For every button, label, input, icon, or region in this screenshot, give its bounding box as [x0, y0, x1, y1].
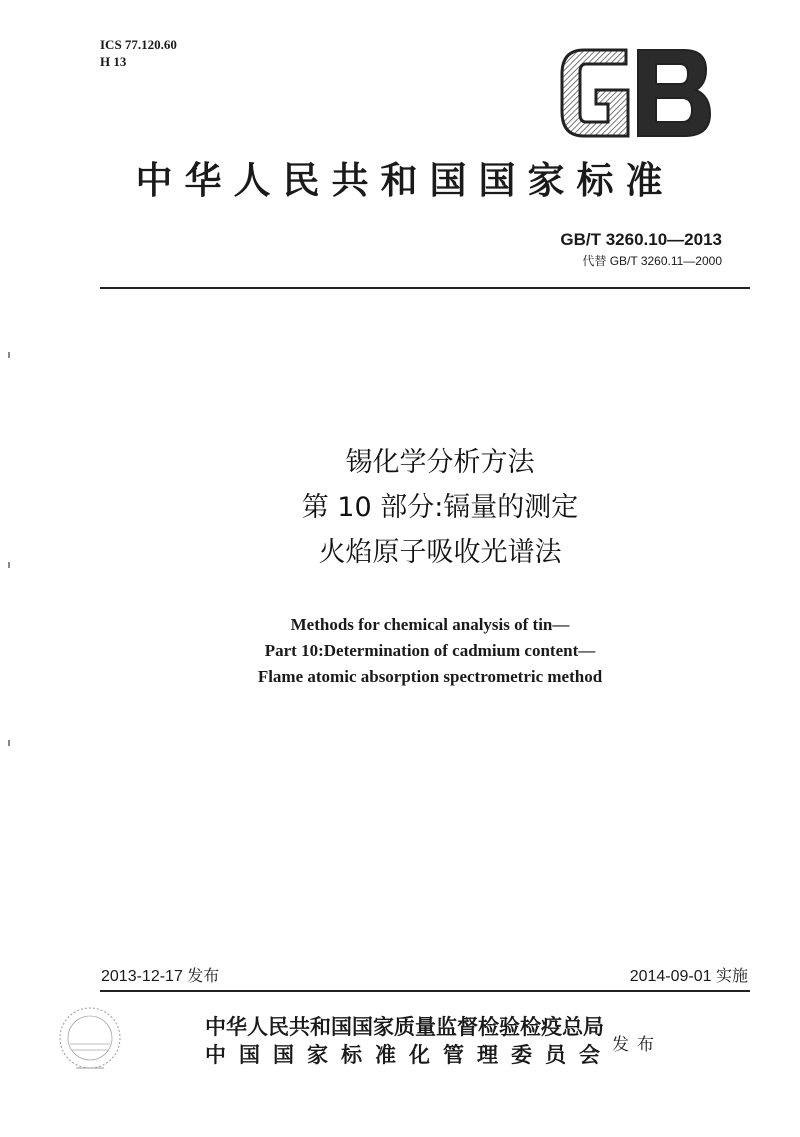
replaces-standard: 代替 GB/T 3260.11—2000: [582, 254, 722, 268]
chinese-title-line3: 火焰原子吸收光谱法: [318, 537, 562, 568]
chinese-title-line2: 第 10 部分:镉量的测定: [301, 492, 579, 523]
english-title: [0, 612, 800, 690]
english-title-line1: Methods for chemical analysis of tin—: [290, 615, 570, 634]
top-rule: [100, 287, 750, 289]
issuing-authorities: [205, 1013, 613, 1069]
issuer-sac: 中国国家标准化管理委员会: [205, 1042, 613, 1067]
scan-mark: [8, 352, 10, 358]
publish-label: 发布: [612, 1035, 662, 1055]
scan-mark: [8, 740, 10, 746]
ics-code: ICS 77.120.60: [100, 37, 177, 52]
ccs-code: H 13: [100, 54, 127, 69]
standard-number: GB/T 3260.10—2013: [560, 230, 722, 249]
bottom-rule: [100, 990, 750, 992]
national-standard-title: 中华人民共和国国家标准: [135, 158, 675, 202]
implementation-date: 2014-09-01 实施: [629, 968, 748, 985]
english-title-line2: Part 10:Determination of cadmium content—: [264, 641, 596, 660]
logo-text: GB: [556, 44, 558, 45]
anti-counterfeit-stamp: [40, 1000, 140, 1080]
classification-codes: [100, 36, 177, 70]
issue-date: 2013-12-17 发布: [101, 968, 220, 985]
standard-number-block: [560, 230, 722, 269]
chinese-title-line1: 锡化学分析方法: [345, 447, 535, 478]
issuer-aqsiq: 中华人民共和国国家质量监督检验检疫总局: [205, 1014, 604, 1039]
english-title-line3: Flame atomic absorption spectrometric method: [257, 667, 603, 686]
chinese-title: [0, 440, 800, 575]
gb-logo: [556, 44, 716, 142]
